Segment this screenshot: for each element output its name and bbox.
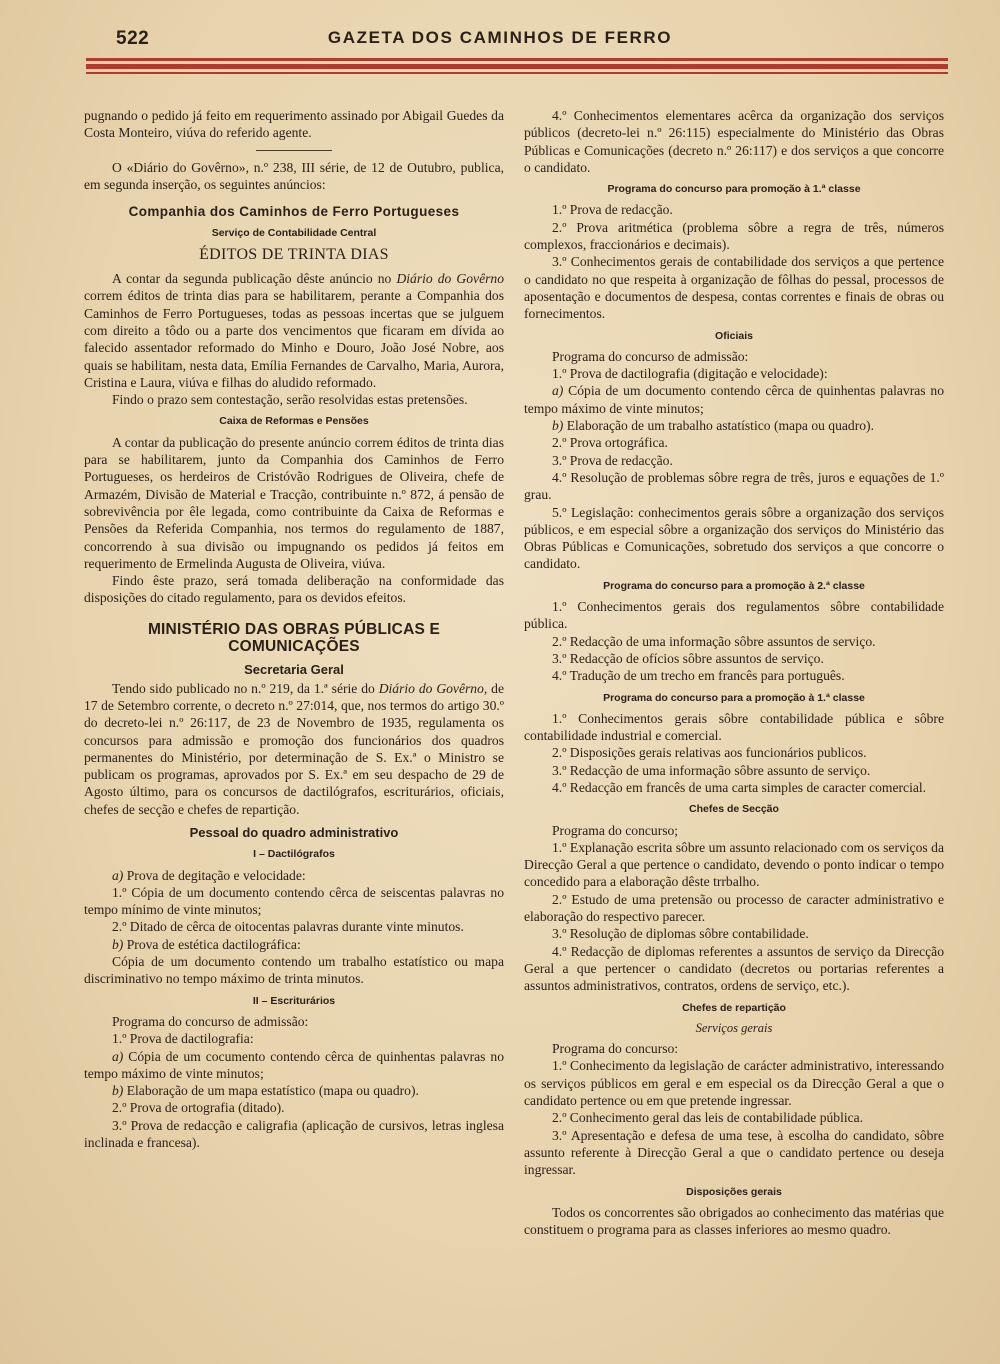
item-label: a) — [552, 383, 564, 399]
header-rule-middle — [86, 64, 948, 69]
page-title: GAZETA DOS CAMINHOS DE FERRO — [327, 28, 673, 47]
editos-text: A contar da segunda publicação dêste anúncio no — [112, 271, 397, 287]
diario-title: Diário do Govêrno, — [378, 680, 488, 696]
promo2-heading: Programa do concurso para a promoção à 2.ª classe — [603, 579, 865, 592]
list-item: 2.º Prova ortográfica. — [552, 435, 668, 451]
promo1b-heading: Programa do concurso para a promoção à 1.ª classe — [603, 691, 865, 704]
list-item: 3.º Prova de redacção e caligrafia (aplicação de cursivos, letras inglesa inclinada e francesa). — [84, 1117, 504, 1151]
list-item: 3.º Redacção de ofícios sôbre assuntos de serviço. — [552, 650, 824, 666]
header-rule-top — [86, 58, 948, 61]
item-label: b) — [552, 418, 564, 434]
list-item: 2.º Estudo de uma pretensão ou processo de caracter administrativo e elaboração do respectivo parecer. — [524, 891, 944, 925]
list-item: 4.º Tradução de um trecho em francês para português. — [552, 668, 845, 684]
list-item: 1.º Conhecimento da legislação de carácter administrativo, interessando os serviços públicos em geral e em especial os da Direcção Geral a que o candidato pertence ou em que pretende ingressar. — [524, 1058, 944, 1109]
header-rule-bottom — [86, 72, 948, 74]
ministry-heading: MINISTÉRIO DAS OBRAS PÚBLICAS E COMUNICAÇÕES — [147, 620, 441, 656]
list-item: 5.º Legislação: conhecimentos gerais sôbre a organização dos serviços públicos, e em especial sôbre a organização dos serviços do Ministério das Obras Públicas e Comunicações, sobretudo dos serviços a que concorre o candidato. — [524, 504, 944, 572]
list-item: 1.º Prova de dactilografia: — [112, 1031, 254, 1047]
page-number: 522 — [116, 28, 150, 49]
list-item: Cópia de um documento contendo um trabalho estatístico ou mapa discriminativo no tempo máximo de trinta minutos. — [84, 954, 504, 987]
item-text: Elaboração de um trabalho astatístico (mapa ou quadro). — [563, 418, 874, 434]
list-item: Programa do concurso; — [552, 822, 679, 838]
item-text: Cópia de um documento contendo cêrca de quinhentas palavras no tempo máximo de vinte minutos; — [524, 383, 944, 416]
caixa-paragraph-2: Findo êste prazo, será tomada deliberação na conformidade das disposições do citado regulamento, para os devidos efeitos. — [84, 573, 504, 606]
secretaria-heading: Secretaria Geral — [244, 662, 344, 678]
list-item: 2.º Prova de ortografia (ditado). — [112, 1100, 285, 1116]
seccao-heading: Chefes de Secção — [689, 803, 779, 816]
editos-heading: ÉDITOS DE TRINTA DIAS — [199, 245, 389, 263]
pessoal-heading: Pessoal do quadro administrativo — [189, 824, 399, 840]
list-item — [84, 936, 504, 953]
service-heading: Serviço de Contabilidade Central — [211, 227, 377, 240]
promo1-heading: Programa do concurso para promoção à 1.ª classe — [607, 183, 861, 196]
list-item: Todos os concorrentes são obrigados ao conhecimento das matérias que constituem o programa para as classes inferiores ao mesmo quadro. — [524, 1204, 944, 1238]
list-item: 3.º Prova de redacção. — [552, 452, 673, 468]
list-item: 4.º Resolução de problemas sôbre regra de três, juros e equações de 1.º grau. — [524, 469, 944, 503]
list-item: 2.º Redacção de uma informação sôbre assuntos de serviço. — [552, 633, 876, 649]
item-label: b) — [112, 1083, 124, 1099]
editos-paragraph-2: Findo o prazo sem contestação, serão resolvidas estas pretensões. — [112, 392, 468, 408]
reparticao-subheading: Serviços gerais — [695, 1020, 773, 1035]
left-column — [84, 107, 504, 1151]
section-divider — [256, 150, 332, 151]
list-item: 3.º Redacção de uma informação sôbre assunto de serviço. — [552, 762, 871, 778]
item-label: a) — [112, 867, 124, 883]
dactilografos-heading: I – Dactilógrafos — [253, 848, 335, 861]
editos-paragraph-1 — [84, 270, 504, 391]
list-item: Programa do concurso de admissão: — [552, 348, 749, 364]
caixa-heading: Caixa de Reformas e Pensões — [219, 415, 369, 428]
list-item — [84, 1082, 504, 1099]
list-item: 2.º Prova aritmética (problema sôbre a regra de três, números complexos, fraccionários e decimais). — [524, 219, 944, 253]
list-item: 1.º Explanação escrita sôbre um assunto relacionado com os serviços da Direcção Geral a que pertence o candidato, devendo o ponto indicar o tempo concedido para a elaboração dêste trrbalho. — [524, 839, 944, 890]
diario-paragraph: O «Diário do Govêrno», n.º 238, III série, de 12 de Outubro, publica, em segunda inserção, os seguintes anúncios: — [84, 159, 504, 192]
item-text: Prova de degitação e velocidade: — [123, 867, 306, 883]
right-column — [524, 107, 944, 1238]
secretaria-text-rest: de 17 de Setembro corrente, o decreto n.º 27:014, que, nos termos do artigo 30.º do decreto-lei n.º 26:117, de 23 de Novembro de 1935, regulamenta os concursos para admissão e promoção dos funcionários dos quadros permanentes do Ministério, por determinação de S. Ex.ª o Ministro se publicam os programas, aprovados por S. Ex.ª em seu despacho de 29 de Agosto último, para os concursos de dactilógrafos, escriturários, oficiais, chefes de secção e chefes de repartição. — [84, 680, 504, 817]
list-item: 3.º Conhecimentos gerais de contabilidade dos serviços a que pertence o candidato no que respeita à organização de fôlhas do pessal, processos de aposentação e documentos de despesa, contas correntes e finais de obras ou fornecimentos. — [524, 254, 944, 322]
item-text: Prova de estética dactilográfica: — [123, 936, 301, 952]
oficiais-heading: Oficiais — [715, 329, 753, 342]
list-item — [84, 1048, 504, 1083]
list-item — [84, 867, 504, 884]
list-item: 2.º Ditado de cêrca de oitocentas palavras durante vinte minutos. — [112, 919, 464, 935]
list-item: 2.º Disposições gerais relativas aos funcionários publicos. — [552, 745, 867, 761]
company-heading: Companhia dos Caminhos de Ferro Portugueses — [128, 204, 460, 220]
list-item: 1.º Conhecimentos gerais sôbre contabilidade pública e sôbre contabilidade industrial e comercial. — [524, 710, 944, 744]
list-item — [524, 382, 944, 417]
editos-text-rest: correm éditos de trinta dias para se habilitarem, perante a Companhia dos Caminhos de Ferro Portugueses, todas as pessoas incertas que se julguem com direito a tôdo ou a parte dos vencimentos que ficaram em dívida ao falecido assentador reformado do Minho e Douro, João José Nobre, aos quais se habilitam, nesta data, Emília Fernandes de Carvalho, Maria, Aurora, Cristina e Laura, viúva e filhas do aludido reformado. — [84, 288, 504, 390]
list-item: 4.º Redacção em francês de uma carta simples de caracter comercial. — [552, 779, 927, 795]
item-label: b) — [112, 936, 124, 952]
list-item: 3.º Resolução de diplomas sôbre contabilidade. — [552, 926, 809, 942]
list-item: 1.º Prova de redacção. — [552, 202, 673, 218]
list-item: 1.º Prova de dactilografia (digitação e velocidade): — [552, 366, 828, 382]
list-item: 1.º Conhecimentos gerais dos regulamentos sôbre contabilidade pública. — [524, 599, 944, 632]
list-item: Programa do concurso de admissão: — [112, 1013, 309, 1029]
intro-paragraph: pugnando o pedido já feito em requerimento assinado por Abigail Guedes da Costa Monteiro, viúva do referido agente. — [84, 108, 504, 141]
list-item: 3.º Apresentação e defesa de uma tese, à escolha do candidato, sôbre assunto referente à Direcção Geral a que o candidato pertence ou deseja ingressar. — [524, 1127, 944, 1178]
caixa-paragraph-1: A contar da publicação do presente anúncio correm éditos de trinta dias para se habilitarem, junto da Companhia dos Caminhos de Ferro Portugueses, os herdeiros de Cristóvão Rodrigues de Oliveira, chefe de Armazém, Divisão de Material e Tracção, contribuinte n.º 872, á pensão de sobrevivência por êle legada, como contribuinte da Caixa de Reformas e Pensões da Referida Companhia, nos termos do regulamento de 1887, concorrendo à sua divisão ou impugnando os pedidos já feitos em requerimento de Ermelinda Augusta de Oliveira, viúva. — [84, 434, 504, 571]
list-item — [524, 417, 944, 434]
diario-title: Diário do Govêrno — [396, 271, 504, 287]
item-text: Elaboração de um mapa estatístico (mapa ou quadro). — [123, 1083, 419, 1099]
secretaria-paragraph — [84, 680, 504, 818]
escriturarios-heading: II – Escriturários — [252, 994, 336, 1007]
reparticao-heading: Chefes de repartição — [682, 1001, 786, 1014]
list-item: 4.º Redacção de diplomas referentes a assuntos de serviço da Direcção Geral a que pertencer o candidato (decretos ou portarias referentes a assuntos administrativos, contratos, ordens de serviço, etc.). — [524, 943, 944, 994]
item-text: Cópia de um cocumento contendo cêrca de quinhentas palavras no tempo máximo de vinte minutos; — [84, 1048, 504, 1081]
item-label: a) — [112, 1048, 124, 1064]
list-item: Programa do concurso: — [552, 1041, 679, 1057]
list-item: 1.º Cópia de um documento contendo cêrca de seiscentas palavras no tempo mínimo de vinte minutos; — [84, 884, 504, 918]
secretaria-text: Tendo sido publicado no n.º 219, da 1.ª série do — [112, 680, 379, 696]
list-item: 4.º Conhecimentos elementares acêrca da organização dos serviços públicos (decreto-lei n.º 26:115) especialmente do Ministério das Obras Públicas e Comunicações (decreto n.º 26:117) e dos serviços a que concorre o candidato. — [524, 108, 944, 175]
disposicoes-heading: Disposições gerais — [686, 1185, 782, 1198]
list-item: 2.º Conhecimento geral das leis de contabilidade pública. — [552, 1110, 864, 1126]
